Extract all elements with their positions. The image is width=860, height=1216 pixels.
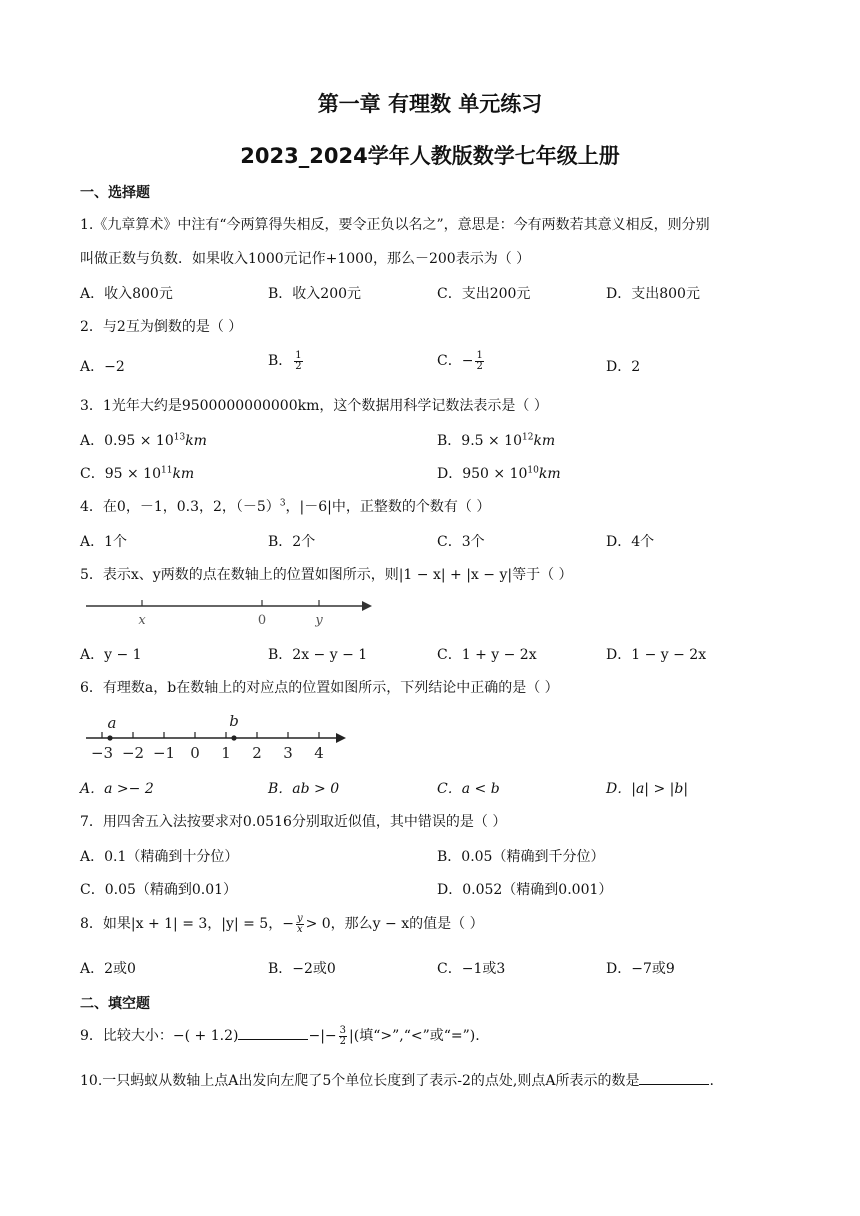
page-title: 第一章 有理数 单元练习 xyxy=(317,92,543,116)
q6-tick-label: −2 xyxy=(121,744,145,762)
q1-option-c: C．支出200元 xyxy=(437,286,531,302)
q5-stem: 5．表示x、y两数的点在数轴上的位置如图所示，则|1 − x| + |x − y|等于（ ） xyxy=(80,567,573,583)
q8-stem: 8．如果|x + 1| = 3，|y| = 5，− $\frac{y}{x}$ > 0，那么y − x的值是（ ） xyxy=(80,912,484,935)
q1-stem-line2: 叫做正数与负数．如果收入1000元记作+1000，那么－200表示为（ ） xyxy=(80,251,531,267)
q8-option-a: A．2或0 xyxy=(80,961,136,977)
q5-label-y: y xyxy=(315,613,323,628)
q7-option-b: B．0.05（精确到千分位） xyxy=(437,849,605,865)
q9-answer-blank[interactable] xyxy=(238,1038,308,1040)
q5-option-a: A．y − 1 xyxy=(80,647,142,663)
q2-option-d: D．2 xyxy=(606,359,641,375)
q7-option-a: A．0.1（精确到十分位） xyxy=(80,849,239,865)
q10-stem: 10.一只蚂蚁从数轴上点A出发向左爬了5个单位长度到了表示-2的点处,则点A所表示的数是 . xyxy=(80,1073,714,1089)
q4-option-d: D．4个 xyxy=(606,534,655,550)
q4-option-b: B．2个 xyxy=(268,534,316,550)
q8-option-d: D．−7或9 xyxy=(606,961,675,977)
q1-option-d: D．支出800元 xyxy=(606,286,700,302)
q2-option-c: C．− $\frac{1}{2}$ xyxy=(437,349,483,372)
q10-answer-blank[interactable] xyxy=(639,1083,709,1085)
q3-option-d: D．$950 \times 10^{10}km$ xyxy=(437,465,561,482)
q5-number-line xyxy=(84,594,384,630)
q5-option-c: C．1 + y − 2x xyxy=(437,647,537,663)
q6-label-b: b xyxy=(229,712,239,730)
q1-option-b: B．收入200元 xyxy=(268,286,362,302)
section-heading-choice: 一、选择题 xyxy=(80,185,150,201)
q6-stem: 6．有理数a，b在数轴上的对应点的位置如图所示，下列结论中正确的是（ ） xyxy=(80,680,559,696)
q6-option-b: B．ab > 0 xyxy=(268,781,340,797)
q6-tick-label: 2 xyxy=(252,744,262,762)
q4-option-a: A．1个 xyxy=(80,534,128,550)
q1-option-a: A．收入800元 xyxy=(80,286,173,302)
q7-option-c: C．0.05（精确到0.01） xyxy=(80,882,238,898)
q6-option-c: C．a < b xyxy=(437,781,500,797)
q6-tick-label: 1 xyxy=(221,744,231,762)
q3-option-c: C．$95 \times 10^{11}km$ xyxy=(80,465,195,482)
q2-option-a: A．−2 xyxy=(80,359,125,375)
q5-option-b: B．2x − y − 1 xyxy=(268,647,368,663)
q5-option-d: D．1 − y − 2x xyxy=(606,647,707,663)
q8-option-b: B．−2或0 xyxy=(268,961,336,977)
q7-stem: 7．用四舍五入法按要求对0.0516分别取近似值，其中错误的是（ ） xyxy=(80,814,507,830)
page-subtitle: 2023_2024学年人教版数学七年级上册 xyxy=(240,144,620,168)
q6-tick-label: 3 xyxy=(283,744,293,762)
q9-stem: 9．比较大小：−( + 1.2) −|− $\frac{3}{2}$ |(填“>”,“<”或“=”). xyxy=(80,1024,480,1047)
q7-option-d: D．0.052（精确到0.001） xyxy=(437,882,613,898)
q6-tick-label: 4 xyxy=(314,744,324,762)
q3-stem: 3．1光年大约是9500000000000km，这个数据用科学记数法表示是（ ） xyxy=(80,398,548,414)
q2-stem: 2．与2互为倒数的是（ ） xyxy=(80,319,243,335)
q5-label-x: x xyxy=(138,613,146,628)
section-heading-fill: 二、填空题 xyxy=(80,996,150,1012)
q1-stem-line1: 1.《九章算术》中注有“今两算得失相反，要令正负以名之”，意思是：今有两数若其意义相反，则分别 xyxy=(80,217,710,233)
q6-point-a xyxy=(107,735,112,740)
q6-option-d: D．|a| > |b| xyxy=(606,781,689,797)
q6-point-b xyxy=(231,735,236,740)
q6-label-a: a xyxy=(107,714,117,732)
q8-option-c: C．−1或3 xyxy=(437,961,506,977)
q6-tick-label: −3 xyxy=(90,744,114,762)
q3-option-a: A．$0.95 \times 10^{13}km$ xyxy=(80,432,207,449)
q6-tick-label: 0 xyxy=(190,744,200,762)
q2-option-b: B． $\frac{1}{2}$ xyxy=(268,349,302,372)
q4-stem: 4．在0，－1，0.3，2，$(-5)^3$，|－6|中，正整数的个数有（ ） xyxy=(80,498,491,515)
q6-option-a: A．a >− 2 xyxy=(80,781,154,797)
q5-label-0: 0 xyxy=(257,613,267,628)
q6-tick-label: −1 xyxy=(152,744,176,762)
q3-option-b: B．$9.5 \times 10^{12}km$ xyxy=(437,432,556,449)
q4-option-c: C．3个 xyxy=(437,534,485,550)
q6-number-line xyxy=(84,708,364,764)
